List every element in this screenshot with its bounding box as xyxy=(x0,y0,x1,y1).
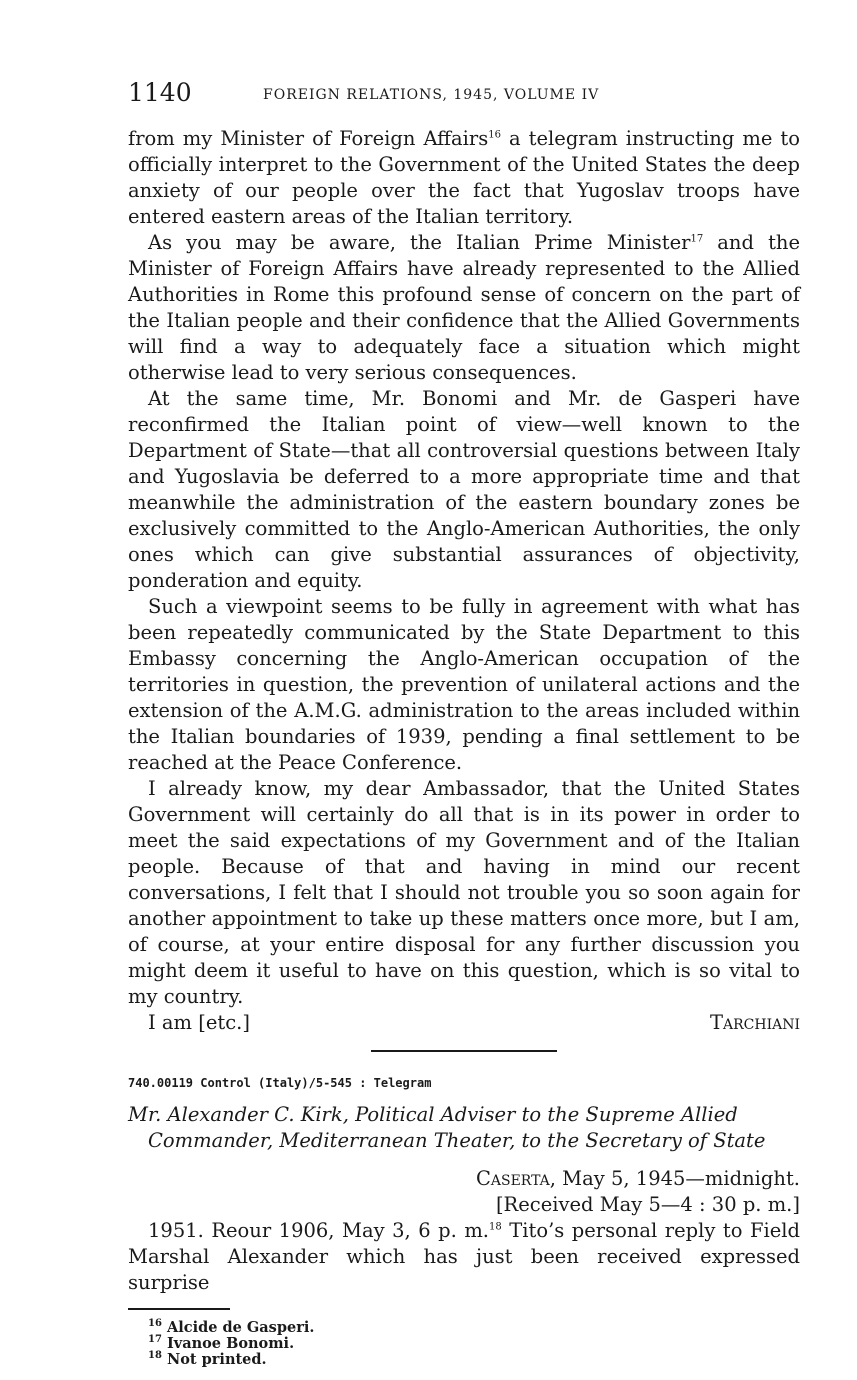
running-head xyxy=(128,78,800,112)
letter-closing xyxy=(128,1010,800,1036)
footnote: $^{16}$ Alcide de Gasperi. xyxy=(148,1317,315,1336)
dateline-place: Caserta xyxy=(475,1167,550,1190)
document-page xyxy=(128,78,800,1368)
page-number: 1140 xyxy=(128,78,192,107)
footnote-divider xyxy=(128,1308,230,1310)
section-divider xyxy=(371,1050,557,1052)
telegram-paragraph: 1951. Reour 1906, May 3, 6 p. m.$^{18}$ Tito’s personal reply to Field Marshal Alexander which has just been received expressed surprise xyxy=(128,1219,801,1294)
letter-paragraph: At the same time, Mr. Bonomi and Mr. de Gasperi have reconfirmed the Italian point of view—well known to the Department of State—that all controversial questions between Italy and Yugoslavia be deferred to a more appropriate time and that meanwhile the administration of the eastern boundary zones be exclusively committed to the Anglo-American Authorities, the only ones which can give substantial assurances of objectivity, ponderation and equity. xyxy=(128,387,800,592)
file-number: 740.00119 Control (Italy)/5-545 : Telegram xyxy=(128,1076,432,1090)
signature: Tarchiani xyxy=(710,1011,800,1034)
letter-paragraph: from my Minister of Foreign Affairs$^{16}$ a telegram instructing me to officially interpret to the Government of the United States the deep anxiety of our people over the fact that Yugoslav troops have entered eastern areas of the Italian territory. xyxy=(128,127,800,228)
received-note: [Received May 5—4 : 30 p. m.] xyxy=(495,1193,800,1216)
letter-paragraph: I already know, my dear Ambassador, that the United States Government will certainly do all that is in its power in order to meet the said expectations of my Government and of the Italian people. Because of that and having in mind our recent conversations, I felt that I should not trouble you so soon again for another appointment to take up these matters once more, but I am, of course, at your entire disposal for any further discussion you might deem it useful to have on this question, which is so vital to my country. xyxy=(128,777,800,1008)
dateline-date: , May 5, 1945—midnight. xyxy=(549,1167,800,1190)
footnote-ref[interactable]: 18 xyxy=(489,1221,502,1233)
telegram-body xyxy=(128,1218,800,1296)
letter-body xyxy=(128,126,800,1010)
letter-paragraph: As you may be aware, the Italian Prime Minister$^{17}$ and the Minister of Foreign Affairs have already represented to the Allied Authorities in Rome this profound sense of concern on the part of the Italian people and their confidence that the Allied Governments will find a way to adequately face a situation which might otherwise lead to very serious consequences. xyxy=(128,231,801,384)
letter-paragraph: Such a viewpoint seems to be fully in agreement with what has been repeatedly communicated by the State Department to this Embassy concerning the Anglo-American occupation of the territories in question, the prevention of unilateral actions and the extension of the A.M.G. administration to the areas included within the Italian boundaries of 1939, pending a final settlement to be reached at the Peace Conference. xyxy=(128,595,800,774)
footnote: $^{17}$ Ivanoe Bonomi. xyxy=(148,1333,295,1352)
closing-phrase: I am [etc.] xyxy=(148,1011,250,1034)
dateline xyxy=(128,1166,800,1192)
footnote: $^{18}$ Not printed. xyxy=(148,1349,267,1368)
footnote-ref[interactable]: 17 xyxy=(690,233,704,245)
footnote-ref[interactable]: 16 xyxy=(488,129,501,141)
document-heading: Mr. Alexander C. Kirk, Political Adviser to the Supreme Allied Commander, Mediterranean Theater, to the Secretary of State xyxy=(128,1103,766,1152)
running-title: FOREIGN RELATIONS, 1945, VOLUME IV xyxy=(263,87,600,103)
footnotes xyxy=(128,1317,800,1368)
